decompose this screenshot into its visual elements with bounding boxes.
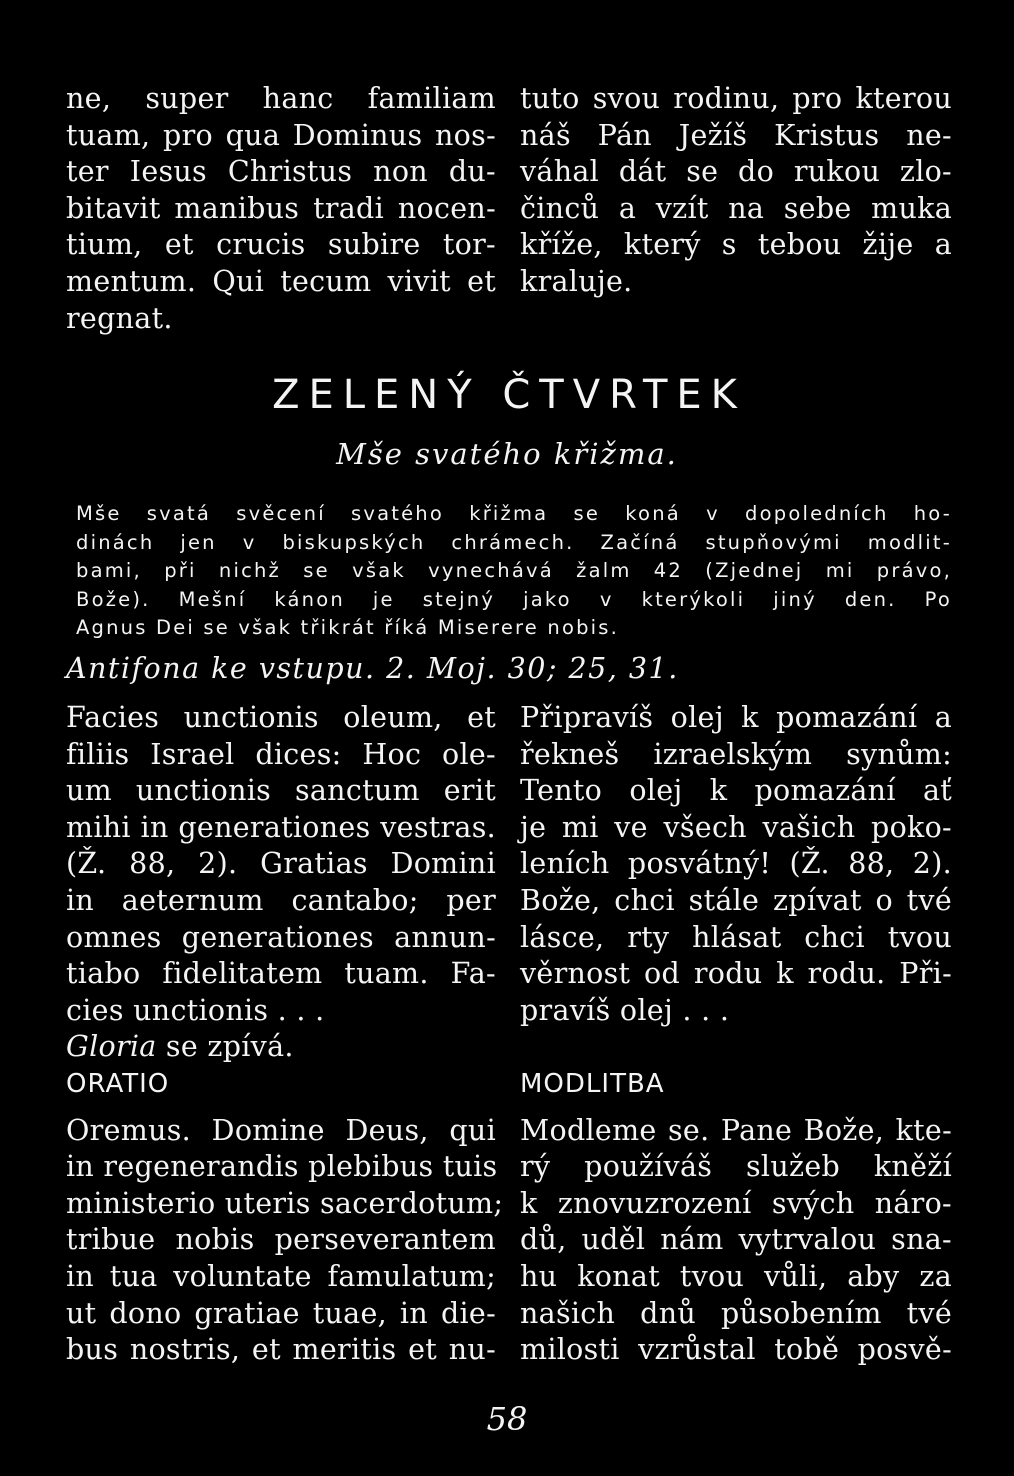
text-line: leních posvátný! (Ž. 88, 2). xyxy=(520,847,952,881)
body-latin-column xyxy=(66,700,504,1369)
text-line: pravíš olej . . . xyxy=(520,993,730,1027)
text-line: Facies unctionis oleum, et xyxy=(66,701,496,734)
text-line: ter Iesus Christus non du- xyxy=(66,155,496,189)
text-line: kříže, který s tebou žije a xyxy=(520,228,952,262)
text-line: um unctionis sanctum erit xyxy=(66,774,496,808)
section-heading: ZELENÝ ČTVRTEK xyxy=(272,372,746,418)
text-line: mentum. Qui tecum vivit et xyxy=(66,264,496,298)
text-line: tuam, pro qua Dominus nos- xyxy=(66,118,496,152)
text-line: ne, super hanc familiam xyxy=(66,82,496,115)
oratio-title: ORATIO xyxy=(66,1068,170,1099)
text-line: k znovuzrození svých náro- xyxy=(520,1186,952,1220)
rubric-line: bami, při nichž se však vynechává žalm 42 (Zjednej mi právo, xyxy=(76,559,952,582)
text-line: tribue nobis perseverantem xyxy=(66,1223,496,1257)
text-line: Připravíš olej k pomazání a xyxy=(520,701,952,734)
text-line: tiabo fidelitatem tuam. Fa- xyxy=(66,957,496,991)
text-line: regnat. xyxy=(66,301,173,335)
text-line: bitavit manibus tradi nocen- xyxy=(66,191,496,225)
rubric-line: dinách jen v biskupských chrámech. Začíná stupňovými modlit- xyxy=(76,530,952,554)
text-line: kraluje. xyxy=(520,264,633,298)
body-czech-column xyxy=(520,700,952,1369)
text-line: řekneš izraelským synům: xyxy=(520,737,952,771)
modlitba-title: MODLITBA xyxy=(520,1068,665,1099)
text-line: ministerio uteris sacerdotum; xyxy=(66,1186,504,1220)
gloria-word: Gloria xyxy=(66,1030,157,1064)
text-line: činců a vzít na sebe muka xyxy=(520,191,952,225)
blank-line xyxy=(520,1029,952,1066)
text-line: filiis Israel dices: Hoc ole- xyxy=(66,737,496,771)
text-line: náš Pán Ježíš Kristus ne- xyxy=(520,118,952,152)
text-line: omnes generationes annun- xyxy=(66,920,496,954)
text-line: tium, et crucis subire tor- xyxy=(66,228,496,262)
antiphon-title: Antifona ke vstupu. 2. Moj. 30; 25, 31. xyxy=(66,652,679,685)
rubric-line: Agnus Dei se však třikrát říká Miserere nobis. xyxy=(76,616,620,639)
text-line: in aeternum cantabo; per xyxy=(66,883,496,917)
text-line: milosti vzrůstal tobě posvě- xyxy=(520,1333,952,1367)
text-line: mihi in generationes vestras. xyxy=(66,810,496,844)
text-line: rý používáš služeb kněží xyxy=(520,1150,952,1184)
text-line: Oremus. Domine Deus, qui xyxy=(66,1113,496,1147)
rubric-line: Mše svatá svěcení svatého křižma se koná v dopoledních ho- xyxy=(76,502,952,525)
text-line: našich dnů působením tvé xyxy=(520,1296,952,1330)
text-line: in tua voluntate famulatum; xyxy=(66,1259,496,1293)
spacer xyxy=(520,1103,952,1113)
text-line: bus nostris, et meritis et nu- xyxy=(66,1333,496,1367)
text-line: dů, uděl nám vytrvalou sna- xyxy=(520,1223,952,1257)
text-line: věrnost od rodu k rodu. Při- xyxy=(520,957,952,991)
spacer xyxy=(66,1103,496,1113)
gloria-rest: se zpívá. xyxy=(156,1030,294,1064)
text-line: je mi ve všech vašich poko- xyxy=(520,810,952,844)
text-line: Tento olej k pomazání ať xyxy=(520,774,952,808)
text-line: Bože, chci stále zpívat o tvé xyxy=(520,883,952,917)
text-line: lásce, rty hlásat chci tvou xyxy=(520,920,952,954)
text-line: hu konat tvou vůli, aby za xyxy=(520,1259,952,1293)
text-line: ut dono gratiae tuae, in die- xyxy=(66,1296,496,1330)
text-line: cies unctionis . . . xyxy=(66,993,325,1027)
text-line: in regenerandis plebibus tuis xyxy=(66,1150,498,1184)
top-czech-column xyxy=(520,81,952,301)
page-number: 58 xyxy=(486,1400,528,1438)
text-line: tuto svou rodinu, pro kterou xyxy=(520,82,952,115)
rubric-line: Bože). Mešní kánon je stejný jako v kterýkoli jiný den. Po xyxy=(76,587,952,611)
rubric-paragraph xyxy=(76,500,952,643)
top-latin-column xyxy=(66,81,496,337)
text-line: Modleme se. Pane Bože, kte- xyxy=(520,1113,952,1147)
section-subheading: Mše svatého křižma. xyxy=(336,437,678,471)
text-line: (Ž. 88, 2). Gratias Domini xyxy=(66,847,496,881)
text-line: váhal dát se do rukou zlo- xyxy=(520,155,952,189)
gloria-note xyxy=(66,1029,496,1066)
